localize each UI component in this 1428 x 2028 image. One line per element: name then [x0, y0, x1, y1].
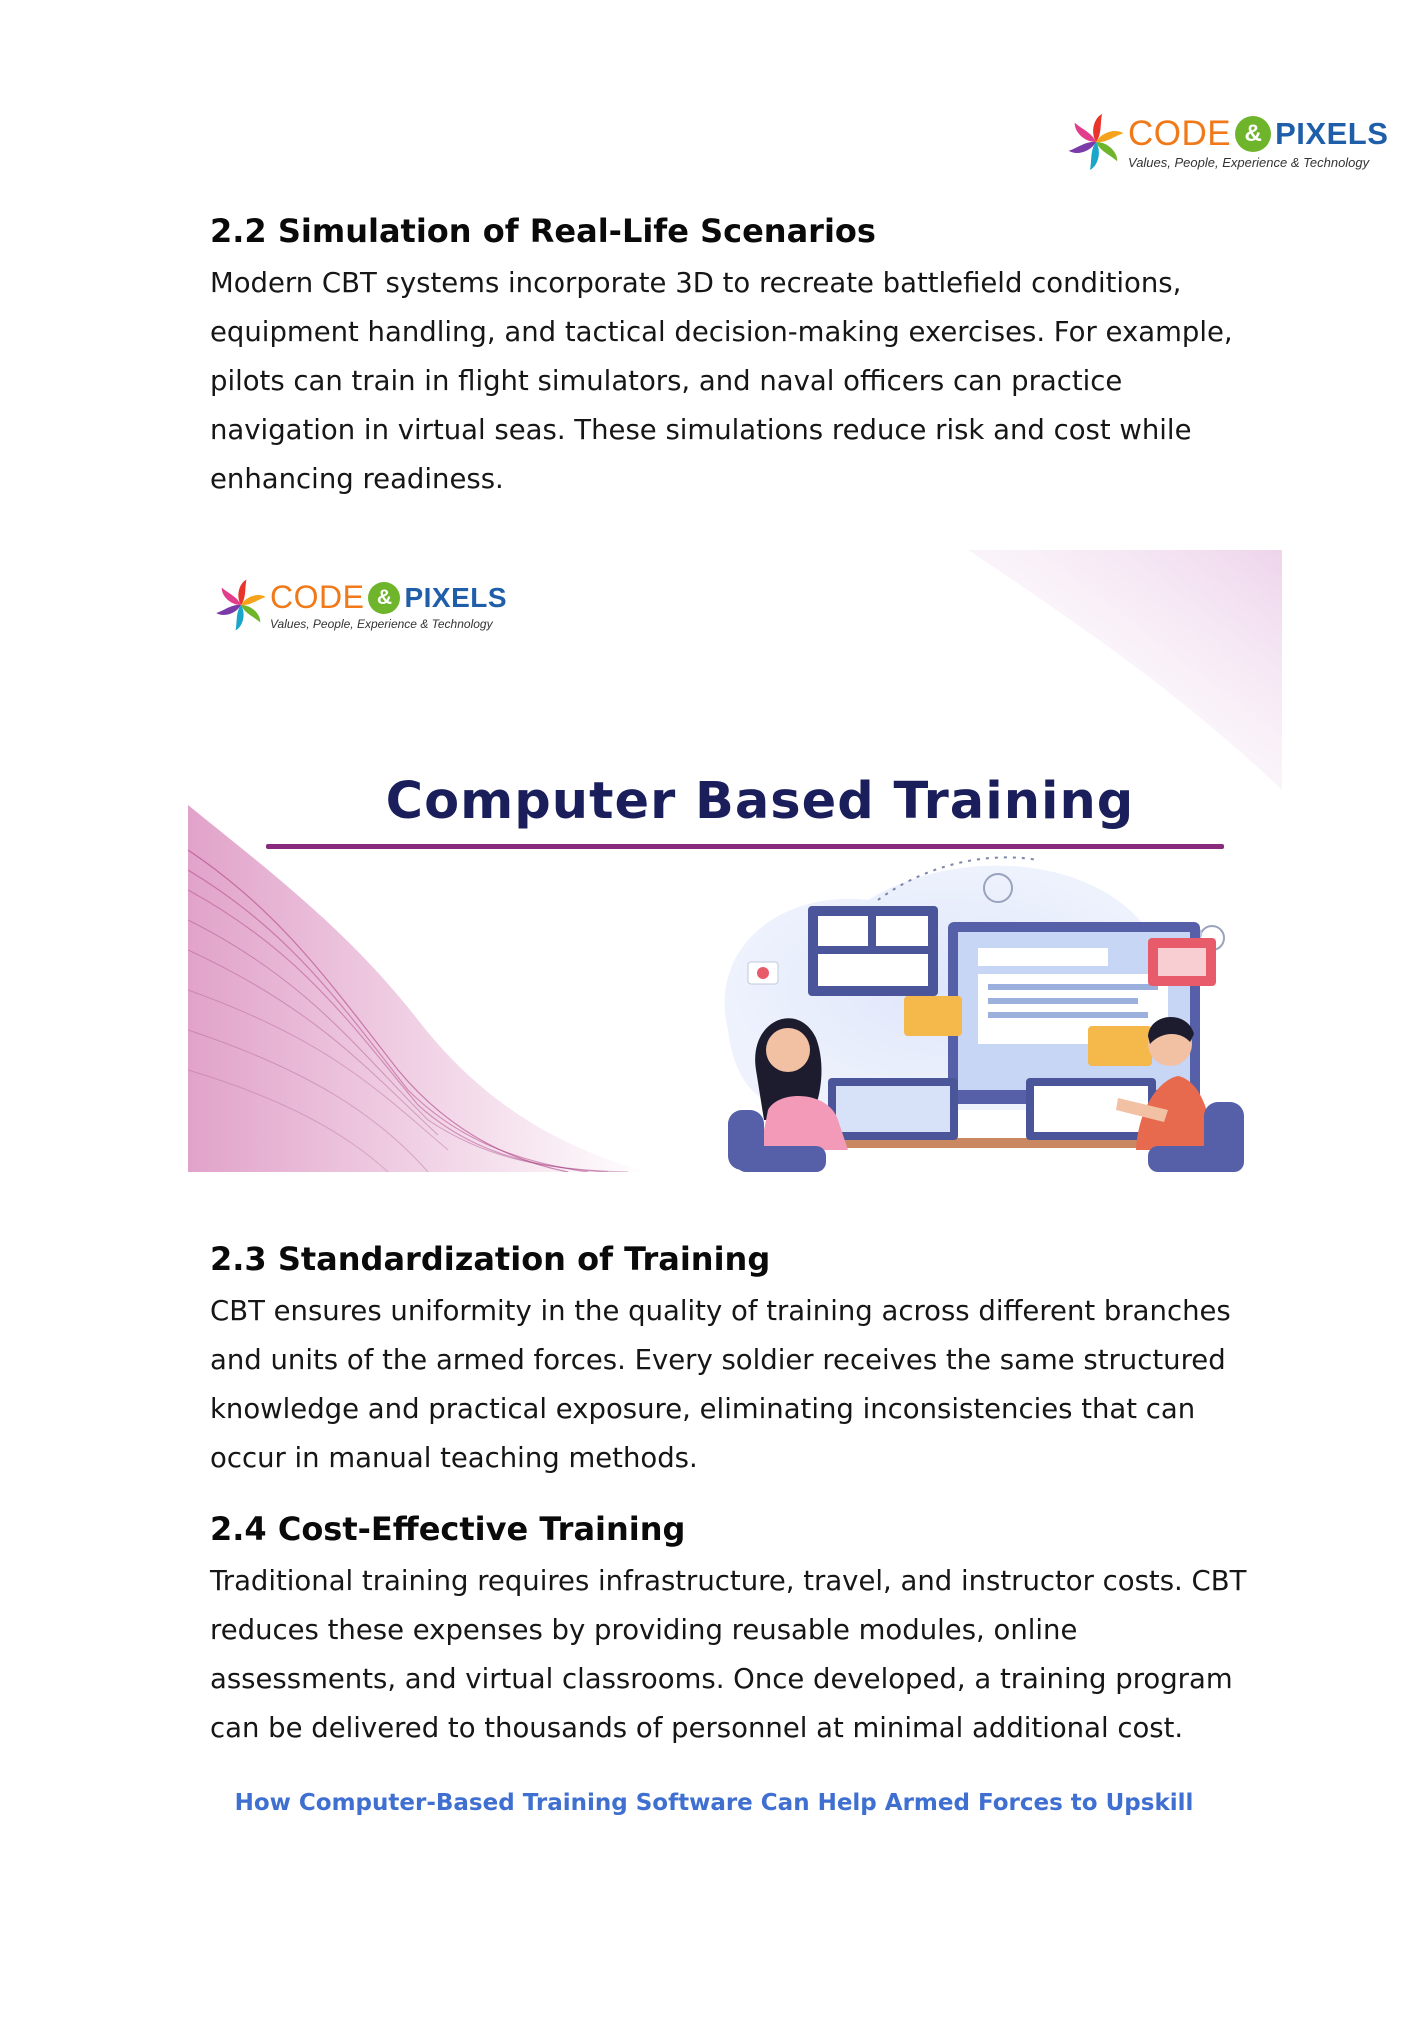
paragraph-line: and units of the armed forces. Every soldier receives the same structured [210, 1344, 1226, 1376]
paragraph-line: knowledge and practical exposure, eliminating inconsistencies that can [210, 1393, 1196, 1425]
section-paragraph-standardization [210, 1287, 1270, 1483]
logo-pixels-text: PIXELS [404, 581, 508, 613]
banner-illustration [188, 550, 1282, 1172]
logo-code-text: CODE [1128, 114, 1232, 153]
paragraph-line: pilots can train in flight simulators, and naval officers can practice [210, 365, 1123, 397]
footer-article-link[interactable]: How Computer-Based Training Software Can Help Armed Forces to Upskill [234, 1790, 1194, 1816]
paragraph-line: can be delivered to thousands of personnel at minimal additional cost. [210, 1712, 1184, 1744]
paragraph-line: occur in manual teaching methods. [210, 1442, 698, 1474]
banner-logo [212, 576, 507, 634]
section-heading-standardization: 2.3 Standardization of Training [210, 1240, 771, 1278]
banner-title: Computer Based Training [385, 772, 1135, 831]
paragraph-line: Traditional training requires infrastructure, travel, and instructor costs. CBT [210, 1565, 1247, 1597]
pinwheel-logo-icon [1064, 110, 1128, 174]
logo-pixels-text: PIXELS [1275, 116, 1389, 151]
paragraph-line: equipment handling, and tactical decision-making exercises. For example, [210, 316, 1233, 348]
cbt-banner-image [188, 550, 1282, 1172]
paragraph-line: assessments, and virtual classrooms. Once developed, a training program [210, 1663, 1233, 1695]
pink-wave-decoration [188, 805, 648, 1172]
logo-code-text: CODE [270, 579, 365, 615]
header-logo-wordmark [1128, 114, 1388, 170]
logo-tagline: Values, People, Experience & Technology [270, 617, 493, 631]
section-paragraph-simulation [210, 259, 1270, 504]
section-paragraph-cost-effective [210, 1557, 1270, 1753]
logo-tagline: Values, People, Experience & Technology [1128, 155, 1370, 170]
title-underline [266, 844, 1224, 849]
paragraph-line: navigation in virtual seas. These simulations reduce risk and cost while [210, 414, 1192, 446]
logo-ampersand: & [1235, 116, 1271, 152]
paragraph-line: Modern CBT systems incorporate 3D to recreate battlefield conditions, [210, 267, 1182, 299]
banner-logo-wordmark [270, 579, 507, 631]
paragraph-line: CBT ensures uniformity in the quality of training across different branches [210, 1295, 1231, 1327]
paragraph-line: enhancing readiness. [210, 463, 504, 495]
section-heading-cost-effective: 2.4 Cost-Effective Training [210, 1510, 686, 1548]
pinwheel-logo-icon [212, 576, 270, 634]
logo-ampersand: & [368, 582, 400, 614]
paragraph-line: reduces these expenses by providing reusable modules, online [210, 1614, 1078, 1646]
header-logo [1064, 110, 1388, 174]
section-heading-simulation: 2.2 Simulation of Real-Life Scenarios [210, 212, 876, 250]
